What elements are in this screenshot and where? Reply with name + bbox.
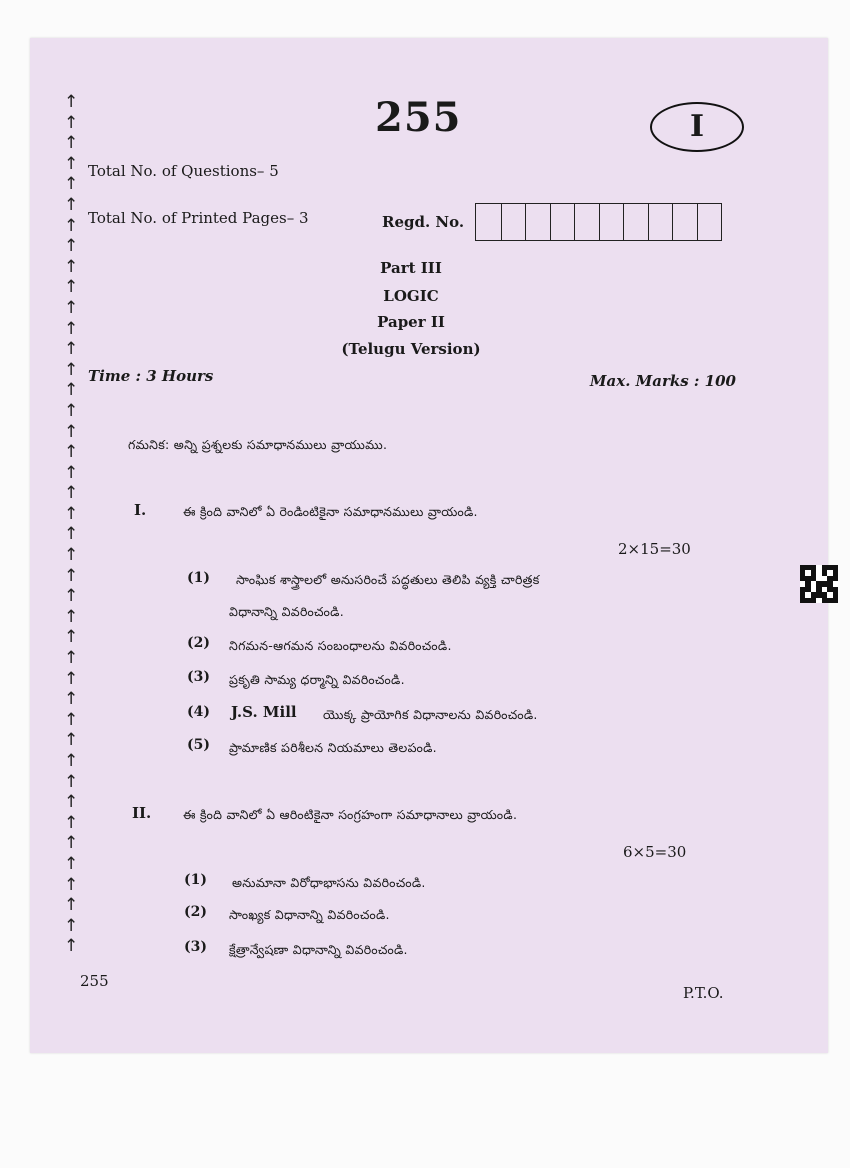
margin-arrow-icon: ↑ (64, 339, 79, 360)
section-heading: ఈ క్రింది వానిలో ఏ ఆరింటికైనా సంగ్రహంగా సమాధానాలు వ్రాయండి. (183, 807, 518, 822)
section-marks: 6×5=30 (623, 843, 687, 861)
regd-digit-box[interactable] (672, 204, 697, 240)
margin-arrow-icon: ↑ (64, 112, 79, 133)
margin-arrow-icon: ↑ (64, 730, 79, 751)
paper-set-oval: I (650, 102, 744, 152)
margin-arrow-icon: ↑ (64, 833, 79, 854)
section-heading: ఈ క్రింది వానిలో ఏ రెండింటికైనా సమాధానములు వ్రాయండి. (183, 504, 478, 519)
question-text: ప్రామాణిక పరిశీలన నియమాలు తెలపండి. (229, 740, 437, 755)
question-text: ప్రకృతి సామ్య ధర్మాన్ని వివరించండి. (229, 672, 405, 687)
margin-arrow-icon: ↑ (64, 545, 79, 566)
regd-number-boxes[interactable] (475, 203, 722, 241)
regd-digit-box[interactable] (697, 204, 722, 240)
question-text: సాంఘిక శాస్త్రాలలో అనుసరించే పద్ధతులు తెలిపి వ్యక్తి చారిత్రక (236, 572, 540, 587)
margin-arrow-icon: ↑ (64, 648, 79, 669)
part-heading: Part III (380, 259, 442, 277)
question-number: (1) (184, 872, 207, 888)
paper-code: 255 (375, 94, 462, 141)
general-note: గమనిక: అన్ని ప్రశ్నలకు సమాధానములు వ్రాయుము. (128, 437, 388, 452)
margin-arrow-icon: ↑ (64, 297, 79, 318)
section-number: II. (132, 804, 152, 822)
question-text: నిగమన-ఆగమన సంబంధాలను వివరించండి. (229, 638, 452, 653)
margin-arrow-icon: ↑ (64, 462, 79, 483)
margin-arrow-icon: ↑ (64, 936, 79, 957)
question-text: సాంఖ్యక విధానాన్ని వివరించండి. (229, 907, 390, 922)
version-heading: (Telugu Version) (341, 340, 481, 358)
paper-heading: Paper II (377, 313, 445, 331)
margin-arrow-icon: ↑ (64, 133, 79, 154)
question-number: (4) (187, 704, 210, 720)
regd-digit-box[interactable] (599, 204, 624, 240)
margin-arrow-icon: ↑ (64, 174, 79, 195)
margin-arrow-icon: ↑ (64, 442, 79, 463)
question-prefix: J.S. Mill (231, 703, 297, 721)
regd-digit-box[interactable] (574, 204, 599, 240)
regd-digit-box[interactable] (525, 204, 550, 240)
margin-arrow-icon: ↑ (64, 400, 79, 421)
margin-arrow-icon: ↑ (64, 751, 79, 771)
margin-arrow-icon: ↑ (64, 380, 79, 401)
margin-arrow-icon: ↑ (64, 627, 79, 648)
regd-digit-box[interactable] (550, 204, 575, 240)
margin-arrow-icon: ↑ (64, 874, 79, 895)
margin-arrow-icon: ↑ (64, 915, 79, 936)
question-text: అనుమానా విరోధాభాసను వివరించండి. (232, 875, 426, 890)
margin-arrow-icon: ↑ (64, 421, 79, 442)
section-marks: 2×15=30 (618, 540, 691, 558)
margin-arrow-icon: ↑ (64, 503, 79, 524)
margin-arrow-icon: ↑ (64, 92, 79, 112)
margin-arrow-icon: ↑ (64, 895, 79, 916)
question-text: యొక్క ప్రాయోగిక విధానాలను వివరించండి. (323, 707, 538, 722)
margin-arrow-icon: ↑ (64, 853, 79, 874)
question-number: (3) (184, 939, 207, 955)
question-number: (5) (187, 737, 210, 753)
regd-label: Regd. No. (382, 213, 465, 231)
question-number: (2) (184, 904, 207, 920)
margin-arrow-icon: ↑ (64, 709, 79, 730)
margin-arrow-icon: ↑ (64, 236, 79, 257)
please-turn-over: P.T.O. (683, 984, 724, 1002)
question-number: (1) (187, 570, 210, 586)
regd-digit-box[interactable] (623, 204, 648, 240)
margin-arrow-icon: ↑ (64, 277, 79, 298)
question-text-continued: విధానాన్ని వివరించండి. (229, 604, 344, 619)
margin-arrow-icon: ↑ (64, 359, 79, 380)
margin-arrow-icon: ↑ (64, 194, 79, 215)
regd-digit-box[interactable] (501, 204, 526, 240)
question-text: క్షేత్రాన్వేషణా విధానాన్ని వివరించండి. (229, 942, 408, 957)
margin-arrow-icon: ↑ (64, 668, 79, 689)
time-allowed: Time : 3 Hours (88, 367, 214, 385)
question-number: (3) (187, 669, 210, 685)
regd-digit-box[interactable] (476, 204, 501, 240)
margin-arrow-icon: ↑ (64, 606, 79, 627)
exam-paper-sheet (30, 38, 828, 1053)
margin-arrows (64, 92, 84, 957)
margin-arrow-icon: ↑ (64, 256, 79, 277)
total-questions: Total No. of Questions– 5 (88, 162, 279, 180)
margin-arrow-icon: ↑ (64, 524, 79, 545)
qr-code-icon (800, 565, 838, 603)
margin-arrow-icon: ↑ (64, 318, 79, 339)
margin-arrow-icon: ↑ (64, 153, 79, 174)
regd-digit-box[interactable] (648, 204, 673, 240)
margin-arrow-icon: ↑ (64, 812, 79, 833)
margin-arrow-icon: ↑ (64, 215, 79, 236)
total-pages: Total No. of Printed Pages– 3 (88, 209, 309, 227)
margin-arrow-icon: ↑ (64, 586, 79, 607)
margin-arrow-icon: ↑ (64, 689, 79, 710)
subject-heading: LOGIC (383, 287, 439, 305)
max-marks: Max. Marks : 100 (589, 372, 736, 390)
section-number: I. (134, 501, 147, 519)
margin-arrow-icon: ↑ (64, 771, 79, 792)
margin-arrow-icon: ↑ (64, 792, 79, 813)
page-number: 255 (80, 972, 109, 990)
margin-arrow-icon: ↑ (64, 565, 79, 586)
margin-arrow-icon: ↑ (64, 483, 79, 504)
question-number: (2) (187, 635, 210, 651)
